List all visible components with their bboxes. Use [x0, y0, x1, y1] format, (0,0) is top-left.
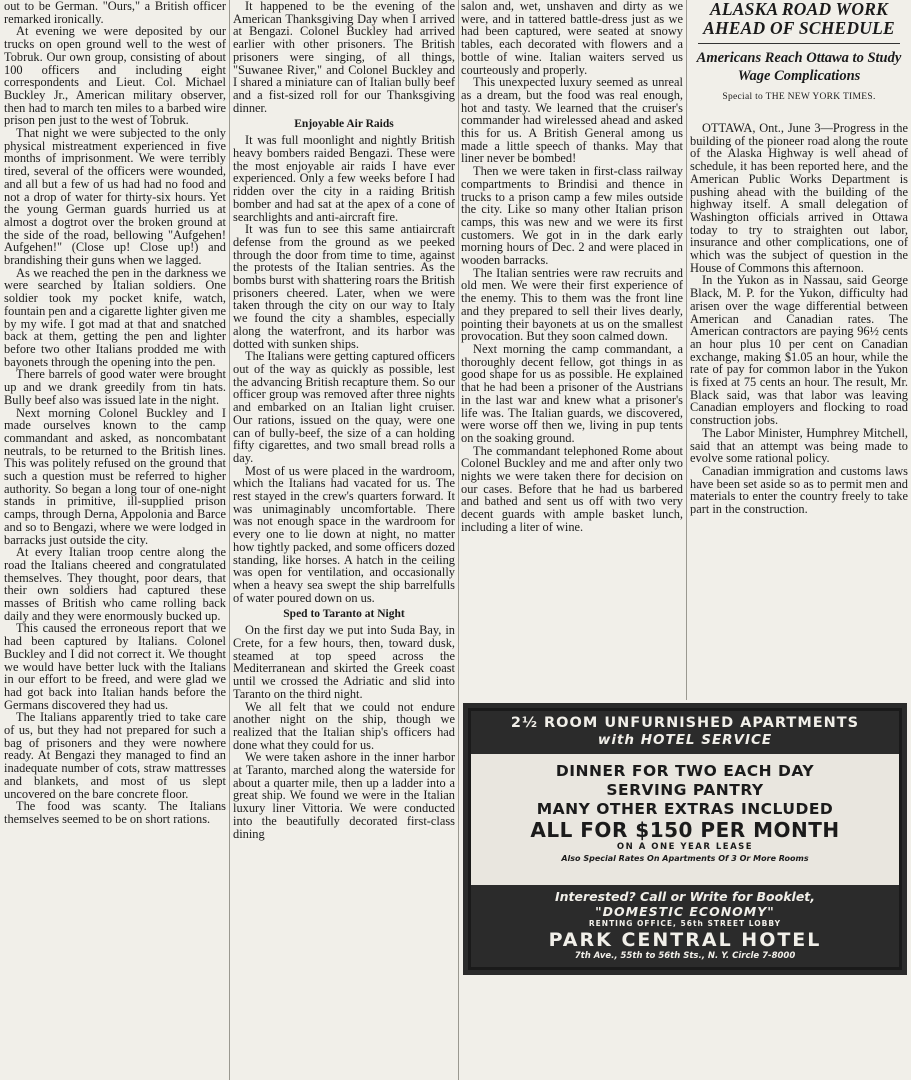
column-divider: [686, 0, 687, 700]
ad-booklet-name: "DOMESTIC ECONOMY": [595, 904, 775, 919]
ad-frame: [468, 708, 902, 970]
column-divider: [229, 0, 230, 1080]
paragraph: In the Yukon as in Nassau, said George Black, M. P. for the Yukon, difficulty had arisen over the wage differential between American and Canadian rates. The American contractors are paying 96½ cents an hour plus 10 per cent on Canadian exchange, making $1.05 an hour, while the rate of pay for common labor in the Yukon is fixed at 75 cents an hour. The result, Mr. Black said, was that labor was leaving Canadian employers and flocking to road construction jobs.: [690, 273, 908, 428]
ad-hotel-name: PARK CENTRAL HOTEL: [548, 929, 822, 951]
subheading: Enjoyable Air Raids: [294, 118, 394, 131]
headline-rule: [698, 43, 900, 44]
paragraph: This caused the erroneous report that we had been captured by Italians. Colonel Buckley and I did not correct it. We thought we would have better luck with the Italians in our effort to be freed, and were glad we had got back into Italian hands before the Germans discovered they had us.: [4, 621, 226, 712]
paragraph: There barrels of good water were brought up and we drank greedily from tin hats. Bully beef also was issued late in the night.: [4, 367, 226, 407]
apartment-advertisement: [463, 703, 907, 975]
ad-lease-note: ON A ONE YEAR LEASE: [616, 842, 754, 852]
paragraph: The Italians apparently tried to take care of us, but they had not prepared for such a bag of prisoners and they were nowhere ready. At Bengazi they managed to find an inadequate number of cots, straw mattresses and blankets, and most of us slept uncovered on the bare concrete floor.: [4, 710, 226, 801]
paragraph: OTTAWA, Ont., June 3—Progress in the building of the pioneer road along the route of the Alaska Highway is well ahead of schedule, it has been reported here, and the American Public Works Department is pushing ahead with the building of the highway itself. A small delegation of Washington officials arrived in Ottawa today to try to straighten out labor, insurance and other complications, one of which was the subject of question in the House of Commons this afternoon.: [690, 121, 908, 275]
subheading: Sped to Taranto at Night: [283, 608, 405, 621]
paragraph: salon and, wet, unshaven and dirty as we were, and in tattered battle-dress just as we had been captured, were seated at snowy tables, each decorated with flowers and a bottle of wine. Italian waiters served us courteously and properly.: [461, 0, 683, 77]
article-column-2: [233, 0, 455, 1080]
paragraph: That night we were subjected to the only physical mistreatment experienced in five months of imprisonment. We were terribly tired, several of the officers were wounded, and all but a few of us had had no food and not a drop of water for thirty-six hours. Yet the young German guards hurried us at almost a dogtrot over the broken ground at the side of the road, bellowing "Aufgehen! Aufgehen!" (Close up! Close up!) and brandishing their guns when we lagged.: [4, 126, 226, 268]
ad-address: 7th Ave., 55th to 56th Sts., N. Y. Circle 7-8000: [574, 951, 796, 961]
column-divider: [458, 0, 459, 1080]
ad-footer: [471, 885, 899, 967]
paragraph: The Italian sentries were raw recruits and old men. We were their first experience of the enemy. This to them was the front line and they prepared to sell their lives dearly, pointing their bayonets at us on the smallest provocation. But they soon calmed down.: [461, 265, 683, 344]
ad-office: RENTING OFFICE, 56th STREET LOBBY: [588, 919, 782, 928]
ad-call-to-action: Interested? Call or Write for Booklet,: [554, 889, 816, 904]
paragraph: At every Italian troop centre along the road the Italians cheered and congratulated themselves. They thought, poor dears, that their own soldiers had captured these masses of British who came rolling back daily and they were enormously bucked up.: [4, 545, 226, 623]
article-column-1: [4, 0, 226, 1080]
paragraph: The food was scanty. The Italians themselves seemed to be on short rations.: [4, 799, 226, 826]
ad-price: ALL FOR $150 PER MONTH: [530, 818, 840, 842]
paragraph: We all felt that we could not endure another night on the ship, though we realized that the Italian ship's officers had done what they could for us.: [233, 699, 455, 752]
paragraph: This unexpected luxury seemed as unreal as a dream, but the food was real enough, hot and tasty. We learned that the cruiser's commander had wirelessed ahead and asked this for us. A British General among us made a little speech of thanks. May that liner never be bombed!: [461, 75, 683, 166]
paragraph: Next morning the camp commandant, a thoroughly decent fellow, got things in as good shape for us as possible. He explained that he had been a prisoner of the Austrians in the last war and knew what a prisoner's life was. The Italian guards, we discovered, were worse off then we, living in pup tents on the soaking ground.: [461, 341, 683, 445]
ad-feature: DINNER FOR TWO EACH DAY: [555, 762, 815, 780]
paragraph: It was fun to see this same antiaircraft defense from the ground as we peeked through the door from time to time, against the protests of the Italian sentries. As the bombs burst with shattering roars the British prisoners cheered. Later, when we were taken through the city on our way to Italy we found the city a shambles, especially along the waterfront, and its harbor was dotted with sunken ships.: [233, 222, 455, 351]
ad-subtitle: with HOTEL SERVICE: [597, 732, 773, 748]
paragraph: The Italians were getting captured officers out of the way as quickly as possible, lest the advancing British recapture them. So our officer group was removed after three nights and embarked on an Italian light cruiser. Our rations, issued on the quay, were one can of bully-beef, the size of a can holding fifty cigarettes, and two small bread rolls a day.: [233, 349, 455, 465]
ad-feature: SERVING PANTRY: [606, 781, 764, 799]
paragraph: It was full moonlight and nightly British heavy bombers raided Bengazi. These were the most enjoyable air raids I have ever experienced. Only a few weeks before I had ridden over the city in a raiding British bomber and had sat at the apex of a cone of searchlights and anti-aircraft fire.: [233, 133, 455, 224]
article-body: [690, 122, 908, 516]
paragraph: Canadian immigration and customs laws have been set aside so as to permit men and materials to enter the country freely to take part in the construction.: [690, 463, 908, 517]
paragraph: On the first day we put into Suda Bay, in Crete, for a few hours, then, toward dusk, steamed at top speed across the Mediterranean and skirted the Greek coast until we crossed the Adriatic and slid into Taranto on the third night.: [233, 623, 455, 701]
paragraph: The Labor Minister, Humphrey Mitchell, said that an attempt was being made to evolve some rational policy.: [690, 425, 908, 466]
ad-title: 2½ ROOM UNFURNISHED APARTMENTS: [510, 715, 860, 731]
article-column-4: [690, 0, 908, 700]
ad-header: [471, 711, 899, 754]
paragraph: Most of us were placed in the wardroom, which the Italians had vacated for us. The rest stayed in the crew's quarters forward. It was unimaginably uncomfortable. There was not enough space in the wardroom for every one to lie down at night, no matter how tightly packed, and some officers dozed standing, like horses. A hatch in the ceiling was open for ventilation, and occasionally when a heavy sea swept the ship barrelfulls of water poured down on us.: [233, 463, 455, 605]
paragraph: It happened to be the evening of the American Thanksgiving Day when I arrived at Bengazi. Colonel Buckley had arrived earlier with other prisoners. The British prisoners were singing, of all things, "Suwanee River," and Colonel Buckley and I shared a miniature can of Italian bully beef and a fist-sized roll for our Thanksgiving dinner.: [233, 0, 455, 115]
ad-rates-note: Also Special Rates On Apartments Of 3 Or More Rooms: [561, 854, 809, 863]
paragraph: The commandant telephoned Rome about Colonel Buckley and me and after only two nights we were taken there for decision on our cases. Before that he had us barbered and bathed and sent us off with two very decent guards with ample basket lunch, including a liter of wine.: [461, 443, 683, 534]
paragraph: Next morning Colonel Buckley and I made ourselves known to the camp commandant and asked, as noncombatant neutrals, to be returned to the British lines. This was politely refused on the ground that such a question must be referred to higher authority. So began a long tour of one-night stands in primitive, ill-supplied prison camps, through Derna, Appolonia and Barce and so to Bengazi, where we were lodged in barracks just outside the city.: [4, 405, 226, 547]
paragraph: We were taken ashore in the inner harbor at Taranto, marched along the waterside for about a quarter mile, then up a ladder into a great ship. We found we were in the Italian luxury liner Vittoria. We were conducted into the beautifully decorated first-class dining: [233, 750, 455, 841]
headline-block: [690, 0, 908, 106]
paragraph: out to be German. "Ours," a British officer remarked ironically.: [4, 0, 226, 26]
subheadline: Americans Reach Ottawa to Study Wage Complications: [696, 50, 902, 84]
ad-feature: MANY OTHER EXTRAS INCLUDED: [536, 800, 834, 818]
paragraph: As we reached the pen in the darkness we were searched by Italian soldiers. One soldier took my pocket knife, watch, fountain pen and a cigarette lighter given me by my wife. I got mad at that and snatched back at them, getting the pen and lighter before two other Italians prodded me with bayonets through the opening into the pen.: [4, 265, 226, 369]
byline-credit: Special to THE NEW YORK TIMES.: [722, 92, 876, 102]
paragraph: At evening we were deposited by our trucks on open ground well to the west of Tobruk. Our own group, consisting of about 100 officers and including eight correspondents and Lieut. Col. Michael Buckley Jr., American military observer, then had to march ten miles to a barbed wire prison pen just to the west of Tobruk.: [4, 24, 226, 128]
article-column-3: [461, 0, 683, 695]
headline: ALASKA ROAD WORK AHEAD OF SCHEDULE: [703, 0, 895, 38]
paragraph: Then we were taken in first-class railway compartments to Brindisi and thence in trucks to a prison camp a few miles outside the city. Like so many other Italian prison camps, this was new and we were its first customers. We got in in the dark early morning hours of Dec. 2 and were placed in wooden barracks.: [461, 164, 683, 268]
